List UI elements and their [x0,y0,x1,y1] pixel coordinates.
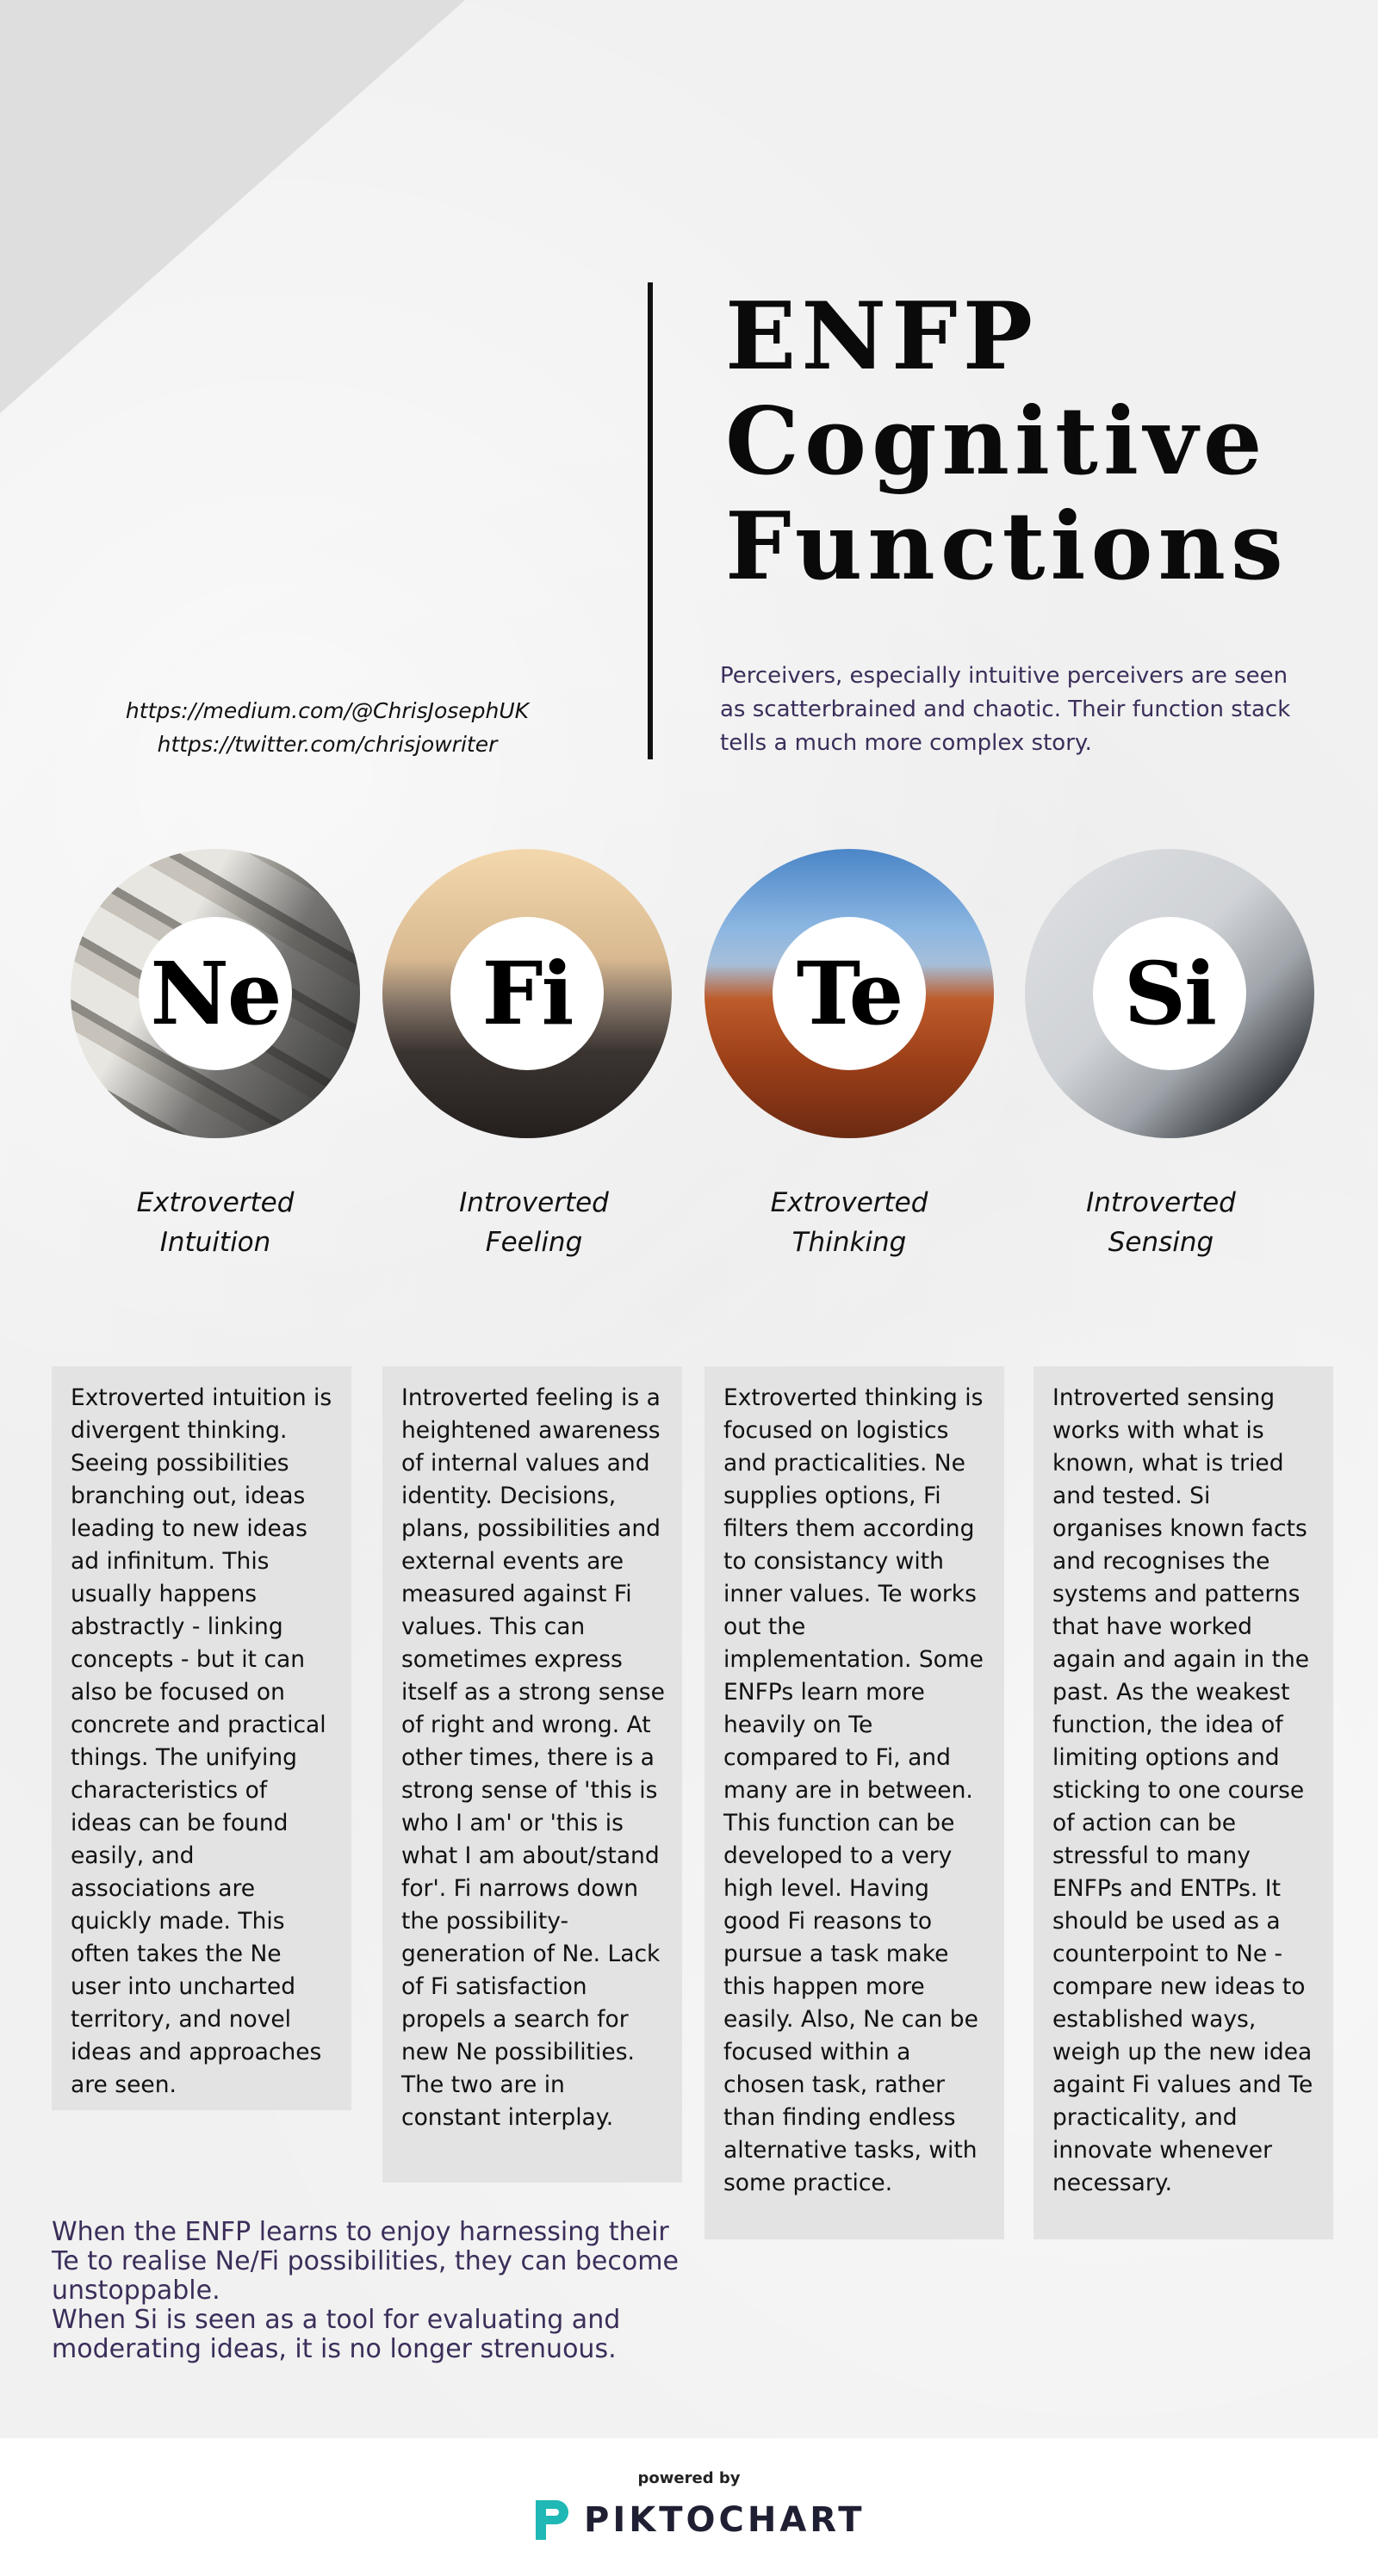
title-line-3: Functions [725,492,1288,601]
te-name-line-2: Thinking [791,1227,907,1258]
medium-link[interactable]: https://medium.com/@ChrisJosephUK [125,698,530,723]
ne-description-card [52,1366,351,2110]
fi-description: Introverted feeling is a heightened awareness of internal values and identity. Decisions, plans, possibilities and external events are measured against Fi values. This can sometimes express itself as a strong sense of right and wrong. At other times, there is a strong sense of 'this is who I am' or 'this is what I am about/stand for'. Fi narrows down the possibility-generation of Ne. Lack of Fi satisfaction propels a search for new Ne possibilities. The two are in constant interplay. [401,1384,665,2131]
si-name [1032,1183,1290,1262]
powered-by-label: powered by [637,2469,741,2487]
te-description-card [705,1366,1004,2239]
piktochart-p-icon [532,2497,572,2543]
fi-description-card [382,1366,682,2183]
te-description: Extroverted thinking is focused on logistics and practicalities. Ne supplies options, Fi filters them according to consistancy with inner values. Te works out the implementation. Some ENFPs learn more heavily on Te compared to Fi, and many are in between. This function can be developed to a very high level. Having good Fi reasons to pursue a task make this happen more easily. Also, Ne can be focused within a chosen task, rather than finding endless alternative tasks, with some practice. [723,1384,984,2196]
piktochart-logo[interactable] [532,2497,866,2543]
si-description: Introverted sensing works with what is known, what is tried and tested. Si organises known facts and recognises the systems and patterns that have worked again and again in the past. As the weakest function, the idea of limiting options and sticking to one course of action can be stressful to many ENFPs and ENTPs. It should be used as a counterpoint to Ne - compare new ideas to established ways, weigh up the new idea againt Fi values and Te practicality, and innovate whenever necessary. [1052,1384,1313,2196]
closing-text [52,2218,689,2364]
si-abbr: Si [1093,917,1246,1070]
twitter-link[interactable]: https://twitter.com/chrisjowriter [157,732,498,757]
piktochart-wordmark: PIKTOCHART [584,2500,866,2540]
ne-name [86,1183,344,1262]
ne-abbr: Ne [139,917,292,1070]
corner-decoration [0,0,465,413]
fi-circle-image [382,849,672,1138]
fi-name [405,1183,663,1262]
fi-abbr: Fi [450,917,604,1070]
closing-paragraph-2: When Si is seen as a tool for evaluating and moderating ideas, it is no longer strenuous. [52,2305,621,2364]
intro-text: Perceivers, especially intuitive perceivers are seen as scatterbrained and chaotic. Their function stack tells a much more complex story. [720,663,1291,756]
author-links [78,694,577,761]
si-description-card [1034,1366,1333,2239]
te-name-line-1: Extroverted [770,1187,928,1218]
footer [0,2438,1378,2576]
page-title [725,284,1345,599]
ne-name-line-2: Intuition [159,1227,271,1258]
title-line-1: ENFP [725,282,1038,391]
si-circle-image [1025,849,1314,1138]
si-name-line-2: Sensing [1108,1227,1214,1258]
ne-name-line-1: Extroverted [136,1187,295,1218]
fi-name-line-2: Feeling [485,1227,583,1258]
closing-paragraph-1: When the ENFP learns to enjoy harnessing their Te to realise Ne/Fi possibilities, they can become unstoppable. [52,2217,679,2306]
title-line-2: Cognitive [725,387,1268,496]
ne-circle-image [71,849,360,1138]
vertical-divider [648,282,653,759]
te-abbr: Te [773,917,926,1070]
fi-name-line-1: Introverted [459,1187,609,1218]
ne-description: Extroverted intuition is divergent thinking. Seeing possibilities branching out, ideas leading to new ideas ad infinitum. This usually happens abstractly - linking concepts - but it can also be focused on concrete and practical things. The unifying characteristics of ideas can be found easily, and associations are quickly made. This often takes the Ne user into uncharted territory, and novel ideas and approaches are seen. [71,1384,332,2098]
te-circle-image [705,849,994,1138]
te-name [720,1183,978,1262]
si-name-line-1: Introverted [1086,1187,1236,1218]
